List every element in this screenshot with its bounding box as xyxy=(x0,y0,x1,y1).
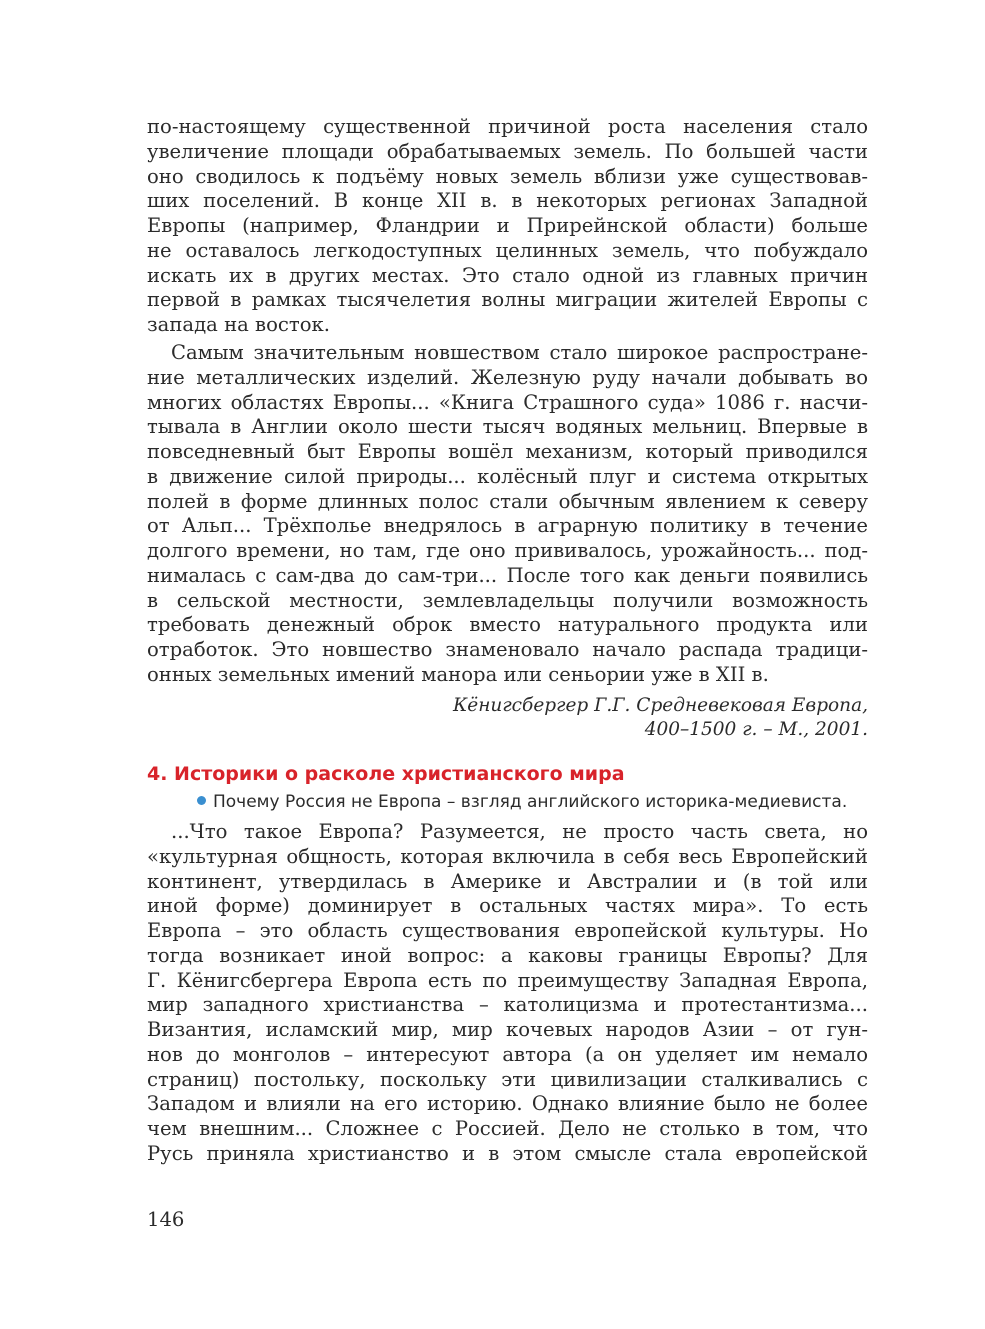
text-line: не оставалось легкодоступных целинных земель, что побуждало xyxy=(147,238,868,262)
text-line: Самым значительным новшеством стало широкое распростране- xyxy=(171,341,868,364)
text-line: повседневный быт Европы вошёл механизм, который приводился xyxy=(147,440,868,463)
section-heading: 4. Историки о расколе христианского мира xyxy=(147,763,625,785)
text-line: Г. Кёнигсбергера Европа есть по преимуществу Западная Европа, xyxy=(147,968,868,992)
text-line: Русь приняла христианство и в этом смысле стала европейской xyxy=(147,1141,868,1165)
citation-author-title: Кёнигсбергер Г.Г. Средневековая Европа, xyxy=(452,695,868,716)
text-line: Византия, исламский мир, мир кочевых народов Азии – от гун- xyxy=(147,1018,868,1041)
text-line: искать их в других местах. Это стало одной из главных причин xyxy=(147,263,868,287)
text-line: Европа – это область существования европейской культуры. Но xyxy=(147,919,868,942)
text-line: в движение силой природы... колёсный плуг и система открытых xyxy=(147,464,868,488)
text-line: увеличение площади обрабатываемых земель. По большей части xyxy=(147,139,868,163)
text-line: ...Что такое Европа? Разумеется, не просто часть света, но xyxy=(171,820,868,843)
paragraph-innovations xyxy=(147,341,868,688)
text-line: долгого времени, но там, где оно прививалось, урожайность... под- xyxy=(147,539,868,562)
text-line: тогда возникает иной вопрос: а каковы границы Европы? Для xyxy=(147,943,868,967)
text-line: тывала в Англии около шести тысяч водяных мельниц. Впервые в xyxy=(147,415,868,439)
text-line: континент, утвердилась в Америке и Австралии и (в той или xyxy=(147,869,868,893)
source-citation xyxy=(453,694,868,742)
question-text: Почему Россия не Европа – взгляд английского историка-медиевиста. xyxy=(213,792,848,812)
text-line: иной форме) доминирует в остальных частях мира». То есть xyxy=(147,894,868,918)
text-line: по-настоящему существенной причиной роста населения стало xyxy=(147,115,868,138)
text-line: многих областях Европы... «Книга Страшного суда» 1086 г. насчи- xyxy=(147,390,868,414)
text-line: чем внешним... Сложнее с Россией. Дело не столько в том, что xyxy=(147,1117,868,1140)
text-line: ние металлических изделий. Железную руду начали добывать во xyxy=(147,365,868,389)
paragraph-continued xyxy=(147,115,868,338)
section-question xyxy=(197,790,847,814)
text-line: полей в форме длинных полос стали обычным явлением к северу xyxy=(147,489,868,513)
text-line: первой в рамках тысячелетия волны миграции жителей Европы с xyxy=(147,288,868,312)
text-line: запада на восток. xyxy=(147,313,330,336)
paragraph-europe xyxy=(147,820,868,1167)
bullet-dot-icon xyxy=(197,796,206,805)
text-line: в сельской местности, землевладельцы получили возможность xyxy=(147,588,868,612)
text-line: оно сводилось к подъёму новых земель вблизи уже существовав- xyxy=(147,164,868,188)
text-line: ших поселений. В конце XII в. в некоторых регионах Западной xyxy=(147,189,868,213)
text-line: нималась с сам-два до сам-три... После того как деньги появились xyxy=(147,563,868,587)
text-line: «культурная общность, которая включила в себя весь Европейский xyxy=(147,844,868,868)
text-line: мир западного христианства – католицизма и протестантизма... xyxy=(147,993,868,1017)
text-line: нов до монголов – интересуют автора (а он уделяет им немало xyxy=(147,1042,868,1066)
text-line: Западом и влияли на его историю. Однако влияние было не более xyxy=(147,1092,868,1116)
text-line: отработок. Это новшество знаменовало начало распада традици- xyxy=(147,638,868,661)
citation-details: 400–1500 г. – М., 2001. xyxy=(644,718,868,740)
text-line: Европы (например, Фландрии и Прирейнской области) больше xyxy=(147,214,868,237)
text-line: требовать денежный оброк вместо натурального продукта или xyxy=(147,613,868,637)
text-line: онных земельных имений манора или сеньории уже в XII в. xyxy=(147,662,769,686)
text-line: страниц) постольку, поскольку эти цивилизации сталкивались с xyxy=(147,1067,868,1091)
page-number: 146 xyxy=(147,1208,185,1231)
text-line: от Альп... Трёхполье внедрялось в аграрную политику в течение xyxy=(147,514,868,538)
